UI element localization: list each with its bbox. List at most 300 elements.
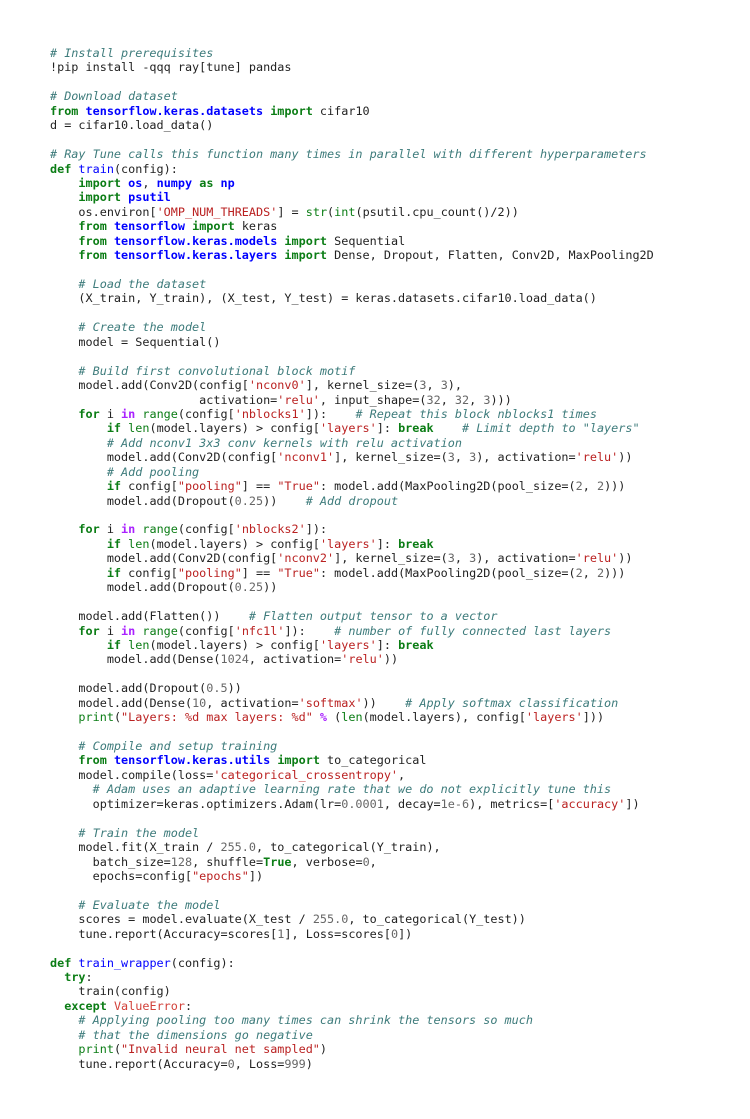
code-number: 3 xyxy=(483,392,491,407)
blank-line xyxy=(50,595,740,609)
code-function: train_wrapper xyxy=(78,955,171,970)
code-keyword: from xyxy=(78,753,107,768)
indent xyxy=(50,551,107,565)
code-keyword: if xyxy=(106,637,122,652)
code-number: 255.0 xyxy=(312,912,349,927)
code-text: )) xyxy=(618,450,633,465)
code-comment: # Create the model xyxy=(78,320,207,335)
code-text: model.add(Conv2D(config[ xyxy=(106,551,278,566)
code-line xyxy=(50,782,740,796)
code-line xyxy=(50,696,740,710)
code-comment: # Compile and setup training xyxy=(78,739,278,753)
code-text: tune.report(Accuracy=scores[ xyxy=(78,926,278,941)
code-text: )) xyxy=(227,681,242,696)
code-number: 10 xyxy=(192,695,207,710)
code-line xyxy=(50,912,740,926)
indent xyxy=(50,984,78,998)
code-function: train xyxy=(78,161,114,176)
code-comment: # Limit depth to "layers" xyxy=(462,421,640,436)
code-keyword: try xyxy=(64,970,86,984)
blank-line xyxy=(50,883,740,897)
code-text: , Loss= xyxy=(234,1056,285,1071)
code-text: ]) xyxy=(398,926,413,941)
code-text: (psutil.cpu_count()/2)) xyxy=(355,204,519,219)
code-module: np xyxy=(220,175,235,190)
code-builtin: print xyxy=(78,710,114,725)
code-line xyxy=(50,537,740,551)
indent xyxy=(50,1042,78,1056)
blank-line xyxy=(50,811,740,825)
code-text: )) xyxy=(383,652,399,667)
code-number: 3 xyxy=(440,378,448,393)
code-text: train(config) xyxy=(78,984,171,999)
code-line xyxy=(50,970,740,984)
indent xyxy=(50,378,78,392)
code-line xyxy=(50,797,740,811)
code-line xyxy=(50,248,740,262)
code-number: 3 xyxy=(447,551,455,566)
code-comment: # Load the dataset xyxy=(78,277,207,291)
indent xyxy=(50,609,78,623)
code-text: ]): xyxy=(305,522,328,537)
code-keyword: import xyxy=(270,103,313,118)
indent xyxy=(50,234,78,248)
code-text: model.add(Conv2D(config[ xyxy=(106,450,278,465)
code-line xyxy=(50,522,740,536)
code-line xyxy=(50,176,740,190)
code-line xyxy=(50,104,740,118)
code-exception: ValueError xyxy=(113,998,185,1013)
code-number: 3 xyxy=(469,450,477,465)
indent xyxy=(50,696,78,710)
code-line xyxy=(50,162,740,176)
code-line xyxy=(50,205,740,219)
code-text: Sequential xyxy=(327,233,406,248)
indent xyxy=(50,638,107,652)
code-number: 1e-6 xyxy=(440,796,470,811)
code-string: 'nconv2' xyxy=(277,551,335,566)
code-text: , xyxy=(582,565,597,580)
code-keyword: except xyxy=(64,998,107,1013)
code-text: model.add(Flatten()) xyxy=(78,609,249,624)
code-comment: # Adam uses an adaptive learning rate that we do not explicitly tune this xyxy=(92,782,612,797)
code-string: "epochs" xyxy=(192,868,249,883)
code-text: (config[ xyxy=(177,406,235,421)
code-text: ] = xyxy=(277,204,306,219)
code-text xyxy=(107,248,114,262)
code-line xyxy=(50,407,740,421)
code-text: ], Loss=scores[ xyxy=(284,926,391,941)
indent xyxy=(50,753,78,767)
code-text: , to_categorical(Y_test)) xyxy=(348,912,526,927)
code-number: 2 xyxy=(596,565,605,580)
code-text: , xyxy=(398,767,406,782)
code-operator: in xyxy=(121,522,136,537)
code-comment: # Evaluate the model xyxy=(78,897,221,912)
code-builtin: range xyxy=(142,522,178,537)
blank-line xyxy=(50,349,740,363)
code-text: , decay= xyxy=(383,796,441,811)
code-text: ( xyxy=(113,710,122,725)
code-keyword: for xyxy=(78,522,100,537)
code-text: d = cifar10.load_data() xyxy=(50,118,214,133)
blank-line xyxy=(50,306,740,320)
code-comment: # Repeat this block nblocks1 times xyxy=(355,406,597,421)
code-line xyxy=(50,999,740,1013)
blank-line xyxy=(50,508,740,522)
code-line xyxy=(50,1042,740,1056)
code-text: os.environ[ xyxy=(78,204,157,219)
code-text: to_categorical xyxy=(319,753,427,768)
indent xyxy=(50,927,78,941)
code-line xyxy=(50,1013,740,1027)
code-line xyxy=(50,984,740,998)
blank-line xyxy=(50,941,740,955)
code-text: activation= xyxy=(199,392,278,407)
indent xyxy=(50,797,93,811)
code-text: model.add(Dense( xyxy=(106,652,221,667)
indent xyxy=(50,1028,78,1042)
code-number: 3 xyxy=(447,450,455,465)
code-text: ), metrics=[ xyxy=(469,796,555,811)
code-keyword: def xyxy=(50,161,72,176)
code-text: ], kernel_size=( xyxy=(334,450,448,465)
code-line xyxy=(50,927,740,941)
code-comment: # Install prerequisites xyxy=(50,46,214,60)
code-number: 32 xyxy=(454,392,470,407)
code-text: model.add(Dropout( xyxy=(106,580,235,595)
code-keyword: import xyxy=(78,190,122,205)
indent xyxy=(50,219,78,233)
code-text: )) xyxy=(263,580,278,595)
code-keyword: import xyxy=(192,219,235,234)
code-string: 'nconv0' xyxy=(248,378,306,393)
code-number: 2 xyxy=(596,479,605,494)
code-number: 0.25 xyxy=(234,580,264,595)
code-text: ] == xyxy=(241,565,278,580)
code-keyword: as xyxy=(199,175,214,190)
code-line xyxy=(50,652,740,666)
code-text: ) xyxy=(319,1042,328,1057)
indent xyxy=(50,248,78,262)
code-text: : xyxy=(85,970,93,984)
indent xyxy=(50,479,107,493)
code-number: 0.5 xyxy=(206,681,228,696)
indent xyxy=(50,291,78,305)
code-builtin: print xyxy=(78,1042,114,1057)
code-text: )) xyxy=(362,695,406,710)
code-module: os xyxy=(128,175,143,190)
code-text: , xyxy=(454,450,470,465)
code-text: , shuffle= xyxy=(192,854,264,869)
code-line xyxy=(50,277,740,291)
code-text: model = Sequential() xyxy=(78,334,221,349)
code-text: , xyxy=(426,378,441,393)
code-text: ]: xyxy=(376,536,399,551)
code-string: 'nfc1l' xyxy=(234,623,285,638)
code-builtin: str xyxy=(305,204,328,219)
indent xyxy=(50,465,107,479)
indent xyxy=(50,840,78,854)
code-operator: in xyxy=(121,623,136,638)
indent xyxy=(50,190,78,204)
code-comment: # Applying pooling too many times can shrink the tensors so much xyxy=(78,1013,533,1028)
code-builtin: int xyxy=(334,204,356,219)
indent xyxy=(50,869,93,883)
code-keyword: import xyxy=(78,175,122,190)
indent xyxy=(50,898,78,912)
indent xyxy=(50,450,107,464)
code-line xyxy=(50,1057,740,1071)
code-text: ])) xyxy=(582,710,605,725)
code-text: , verbose= xyxy=(291,854,363,869)
code-operator: in xyxy=(121,406,136,421)
code-builtin: range xyxy=(142,406,178,421)
code-line xyxy=(50,768,740,782)
code-text: Dense, Dropout, Flatten, Conv2D, MaxPooling2D xyxy=(327,248,654,263)
code-keyword: from xyxy=(78,219,107,234)
code-text: , xyxy=(142,175,157,190)
code-keyword: break xyxy=(398,421,434,436)
indent xyxy=(50,681,78,695)
code-text: model.add(Conv2D(config[ xyxy=(78,378,249,393)
code-keyword: import xyxy=(284,248,328,263)
indent xyxy=(50,855,93,869)
code-comment: # Add pooling xyxy=(106,464,200,479)
code-text xyxy=(78,104,85,118)
code-number: 0 xyxy=(362,854,370,869)
code-keyword: from xyxy=(78,248,107,263)
code-text: (X_train, Y_train), (X_test, Y_test) = keras.datasets.cifar10.load_data() xyxy=(78,291,597,306)
code-text: ), xyxy=(447,378,463,393)
indent xyxy=(50,710,78,724)
indent xyxy=(50,421,107,435)
blank-line xyxy=(50,263,740,277)
code-keyword: for xyxy=(78,623,100,638)
code-text: config[ xyxy=(121,565,178,580)
code-text xyxy=(213,176,220,190)
code-module: tensorflow xyxy=(113,219,185,234)
code-comment: # Ray Tune calls this function many times in parallel with different hyperparameters xyxy=(50,147,647,162)
code-line xyxy=(50,826,740,840)
code-number: 255.0 xyxy=(220,840,256,855)
code-line xyxy=(50,46,740,60)
code-string: 'nconv1' xyxy=(277,450,335,465)
code-text: batch_size= xyxy=(92,854,171,869)
indent xyxy=(50,999,64,1013)
code-text: (config): xyxy=(113,161,178,176)
indent xyxy=(50,970,64,984)
code-line xyxy=(50,753,740,767)
code-keyword: from xyxy=(50,103,79,118)
code-text: (model.layers) > config[ xyxy=(149,536,320,551)
code-text xyxy=(107,234,114,248)
code-line xyxy=(50,378,740,392)
code-number: 0.25 xyxy=(234,493,264,508)
code-module: tensorflow.keras.layers xyxy=(113,248,278,263)
code-line xyxy=(50,219,740,233)
code-keyword: import xyxy=(284,233,328,248)
code-comment: # Train the model xyxy=(78,825,200,840)
code-line xyxy=(50,624,740,638)
indent xyxy=(50,393,199,407)
code-text: ))) xyxy=(604,565,626,580)
code-keyword: if xyxy=(106,421,122,436)
code-text: i xyxy=(99,406,122,421)
code-text: , xyxy=(369,854,377,869)
code-string: 'accuracy' xyxy=(554,796,626,811)
code-line xyxy=(50,869,740,883)
code-text: keras xyxy=(234,219,278,234)
blank-line xyxy=(50,75,740,89)
code-text: ], kernel_size=( xyxy=(334,551,448,566)
code-keyword: def xyxy=(50,955,72,970)
code-comment: # Flatten output tensor to a vector xyxy=(248,609,498,624)
code-string: "Invalid neural net sampled" xyxy=(121,1042,320,1057)
code-string: 'OMP_NUM_THREADS' xyxy=(156,204,278,219)
indent xyxy=(50,624,78,638)
code-string: 'relu' xyxy=(341,652,384,667)
code-text: ]: xyxy=(376,637,399,652)
code-text: ], kernel_size=( xyxy=(305,378,420,393)
code-text: ]): xyxy=(305,406,356,421)
code-line xyxy=(50,147,740,161)
code-line xyxy=(50,60,740,74)
code-line xyxy=(50,421,740,435)
code-line xyxy=(50,291,740,305)
code-text: (config): xyxy=(170,955,235,970)
code-string: 'relu' xyxy=(575,551,619,566)
indent xyxy=(50,1013,78,1027)
code-comment: # Apply softmax classification xyxy=(405,695,619,710)
code-string: "pooling" xyxy=(177,479,242,494)
code-number: 2 xyxy=(575,565,583,580)
code-text: cifar10 xyxy=(312,103,370,118)
code-text: ( xyxy=(327,204,335,219)
code-text: : model.add(MaxPooling2D(pool_size=( xyxy=(319,479,576,494)
code-number: 3 xyxy=(469,551,477,566)
code-number: 0 xyxy=(390,926,399,941)
code-text: scores = model.evaluate(X_test / xyxy=(78,912,313,927)
code-text: !pip install -qqq ray[tune] pandas xyxy=(50,60,292,75)
code-comment: # Build first convolutional block motif xyxy=(78,363,356,378)
code-text: model.fit(X_train / xyxy=(78,840,221,855)
code-line xyxy=(50,320,740,334)
code-text xyxy=(107,219,114,233)
code-text: , to_categorical(Y_train), xyxy=(255,840,441,855)
indent xyxy=(50,407,78,421)
code-text xyxy=(434,421,462,435)
indent xyxy=(50,537,107,551)
code-text: , xyxy=(582,479,597,494)
code-text: ))) xyxy=(604,479,626,494)
indent xyxy=(50,494,107,508)
indent xyxy=(50,277,78,291)
code-keyword: import xyxy=(277,753,320,768)
code-builtin: len xyxy=(128,637,150,652)
code-line xyxy=(50,450,740,464)
code-string: "True" xyxy=(277,565,320,580)
code-line xyxy=(50,855,740,869)
code-text: , input_shape=( xyxy=(319,392,427,407)
code-line xyxy=(50,609,740,623)
code-string: "Layers: %d max layers: %d" xyxy=(121,710,313,725)
code-text: ( xyxy=(327,710,342,725)
code-text: )) xyxy=(263,493,306,508)
code-line xyxy=(50,393,740,407)
indent xyxy=(50,1057,78,1071)
code-text: i xyxy=(99,623,122,638)
code-number: 1 xyxy=(277,926,285,941)
code-builtin: len xyxy=(128,421,150,436)
code-number: 128 xyxy=(170,854,193,869)
code-builtin: range xyxy=(142,623,178,638)
code-comment: # that the dimensions go negative xyxy=(78,1027,313,1042)
code-text: ]) xyxy=(625,796,640,811)
code-number: 0.0001 xyxy=(341,796,384,811)
code-line xyxy=(50,479,740,493)
code-number: 32 xyxy=(426,392,441,407)
code-text: : xyxy=(184,998,193,1013)
code-line xyxy=(50,335,740,349)
indent xyxy=(50,436,107,450)
code-text: ( xyxy=(113,1042,122,1057)
code-operator: % xyxy=(319,710,328,725)
code-keyword: if xyxy=(106,479,122,494)
code-number: 3 xyxy=(419,378,427,393)
code-text xyxy=(107,753,114,767)
code-number: 2 xyxy=(575,479,583,494)
blank-line xyxy=(50,133,740,147)
code-keyword: for xyxy=(78,406,100,421)
code-builtin: len xyxy=(341,710,363,725)
code-text: model.compile(loss= xyxy=(78,767,214,782)
code-string: 'layers' xyxy=(319,421,377,436)
code-text: , activation= xyxy=(206,695,299,710)
code-comment: # number of fully connected last layers xyxy=(334,623,612,638)
code-text: , xyxy=(469,392,484,407)
code-text: (model.layers) > config[ xyxy=(149,637,320,652)
code-string: "True" xyxy=(277,479,320,494)
code-comment: # Add nconv1 3x3 conv kernels with relu activation xyxy=(106,435,462,450)
code-line xyxy=(50,840,740,854)
code-string: 'nblocks2' xyxy=(234,522,306,537)
code-block xyxy=(50,46,740,1071)
code-text: (model.layers), config[ xyxy=(362,710,526,725)
code-text: ]: xyxy=(376,421,399,436)
indent xyxy=(50,739,78,753)
indent xyxy=(50,205,78,219)
code-keyword: if xyxy=(106,565,122,580)
code-comment: # Add dropout xyxy=(305,493,399,508)
code-string: 'layers' xyxy=(525,710,583,725)
code-keyword: from xyxy=(78,233,107,248)
code-line xyxy=(50,681,740,695)
code-line xyxy=(50,956,740,970)
code-keyword: break xyxy=(398,536,434,551)
indent xyxy=(50,912,78,926)
code-text: model.add(Dropout( xyxy=(106,493,235,508)
code-keyword: True xyxy=(263,854,292,869)
indent xyxy=(50,566,107,580)
indent xyxy=(50,320,78,334)
code-keyword: if xyxy=(106,536,122,551)
code-line xyxy=(50,465,740,479)
code-line xyxy=(50,566,740,580)
code-text: tune.report(Accuracy= xyxy=(78,1056,228,1071)
code-text: (model.layers) > config[ xyxy=(149,421,320,436)
indent xyxy=(50,652,107,666)
